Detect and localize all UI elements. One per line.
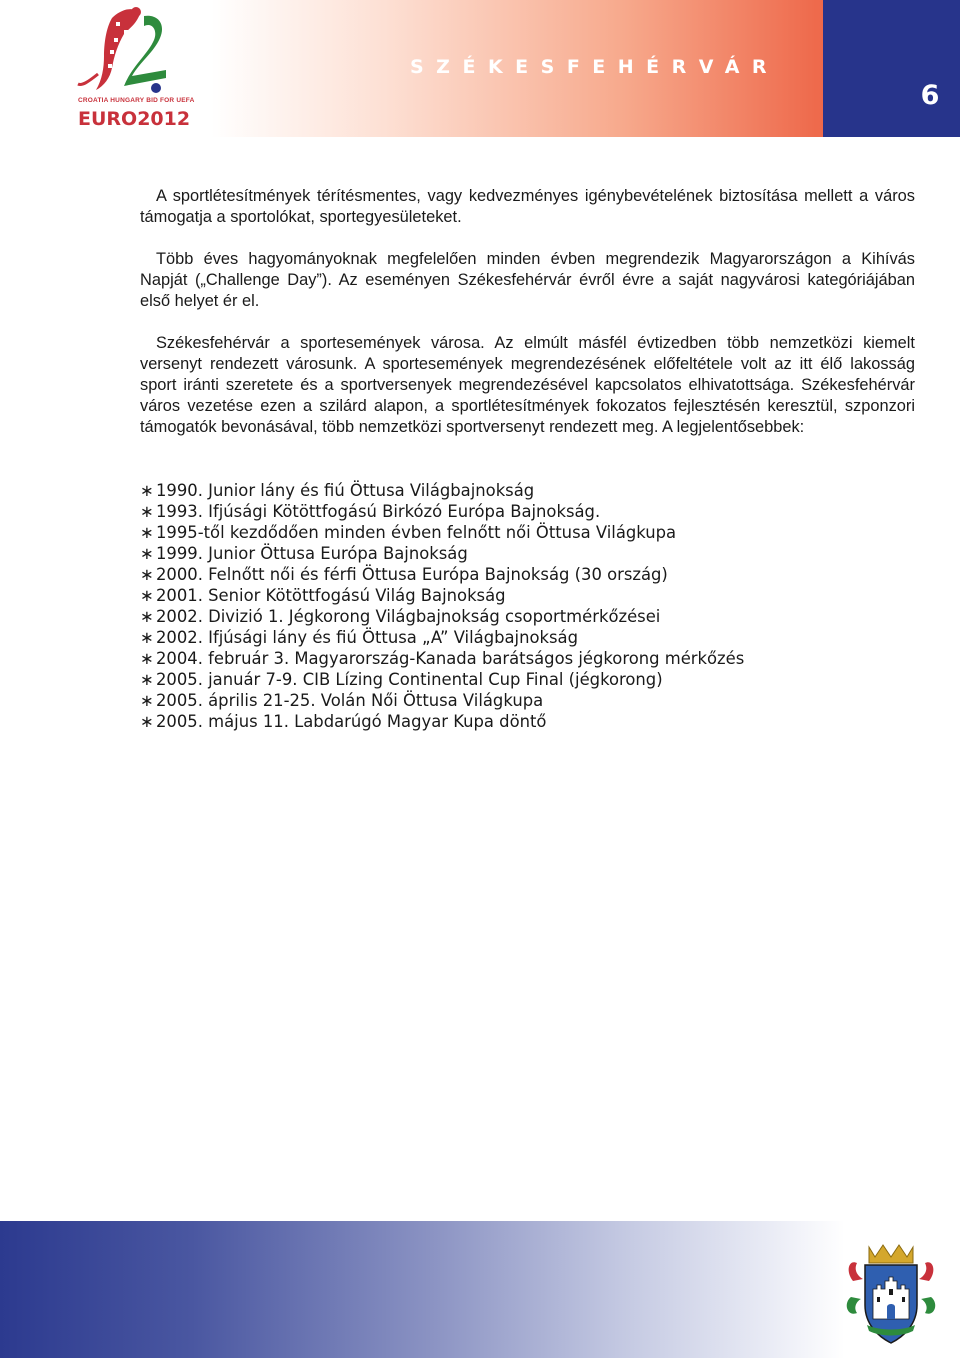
page-number: 6 xyxy=(920,80,940,111)
list-item xyxy=(140,606,744,627)
paragraph: Székesfehérvár a sportesemények városa. Az elmúlt másfél évtizedben több nemzetközi kiemelt versenyt rendezett városunk. A sportesemények megrendezésének előfeltétele volt az itt élő lakosság sport iránti szeretete és a sportversenyek megrendezésével kapcsolatos elhivatottsága. Székesfehérvár város vezetése ezen a szilárd alapon, a sportlétesítmények fokozatos fejlesztésén keresztül, szponzori támogatók bevonásával, több nemzetközi sportversenyt rendezett meg. A legjelentősebbek: xyxy=(140,334,915,436)
list-item xyxy=(140,669,744,690)
logo-caption: CROATIA HUNGARY BID FOR UEFA xyxy=(78,97,195,104)
event-text: 2004. február 3. Magyarország-Kanada barátságos jégkorong mérkőzés xyxy=(156,649,745,668)
event-list xyxy=(140,480,744,732)
bullet: ∗ xyxy=(140,628,154,647)
bullet: ∗ xyxy=(140,586,154,605)
event-text: 2000. Felnőtt női és férfi Öttusa Európa Bajnokság (30 ország) xyxy=(156,565,668,584)
logo-figure-icon xyxy=(78,7,166,93)
body-text xyxy=(140,186,915,459)
event-text: 2005. január 7-9. CIB Lízing Continental Cup Final (jégkorong) xyxy=(156,670,663,689)
event-text: 2002. Divizió 1. Jégkorong Világbajnokság csoportmérkőzései xyxy=(156,607,661,626)
bullet: ∗ xyxy=(140,712,154,731)
bullet: ∗ xyxy=(140,481,154,500)
list-item xyxy=(140,543,744,564)
list-item xyxy=(140,501,744,522)
bullet: ∗ xyxy=(140,649,154,668)
list-item xyxy=(140,564,744,585)
bullet: ∗ xyxy=(140,523,154,542)
event-text: 2005. május 11. Labdarúgó Magyar Kupa döntő xyxy=(156,712,547,731)
list-item xyxy=(140,585,744,606)
event-text: 1995-től kezdődően minden évben felnőtt női Öttusa Világkupa xyxy=(156,523,677,542)
bullet: ∗ xyxy=(140,691,154,710)
event-text: 2005. április 21-25. Volán Női Öttusa Világkupa xyxy=(156,691,544,710)
city-title: SZÉKESFEHÉRVÁR xyxy=(410,56,780,78)
bullet: ∗ xyxy=(140,502,154,521)
event-text: 1990. Junior lány és fiú Öttusa Világbajnokság xyxy=(156,481,535,500)
header-page-tab xyxy=(823,0,960,137)
event-text: 2002. Ifjúsági lány és fiú Öttusa „A” Világbajnokság xyxy=(156,628,579,647)
event-text: 2001. Senior Kötöttfogású Világ Bajnokság xyxy=(156,586,506,605)
list-item xyxy=(140,522,744,543)
list-item xyxy=(140,711,744,732)
paragraph: Több éves hagyományoknak megfelelően minden évben megrendezik Magyarországon a Kihívás Napját („Challenge Day”). Az eseményen Székesfehérvár évről évre a saját nagyvárosi kategóriájában első helyet ér el. xyxy=(140,250,915,310)
list-item xyxy=(140,627,744,648)
list-item xyxy=(140,648,744,669)
logo-wordmark: EURO2012 xyxy=(78,108,191,130)
footer-band xyxy=(0,1221,960,1358)
bullet: ∗ xyxy=(140,544,154,563)
bullet: ∗ xyxy=(140,607,154,626)
event-text: 1999. Junior Öttusa Európa Bajnokság xyxy=(156,544,468,563)
bullet: ∗ xyxy=(140,670,154,689)
event-text: 1993. Ifjúsági Kötöttfogású Birkózó Európa Bajnokság. xyxy=(156,502,601,521)
coat-of-arms-icon xyxy=(843,1241,939,1347)
paragraph: A sportlétesítmények térítésmentes, vagy kedvezményes igénybevételének biztosítása mellett a város támogatja a sportolókat, sportegyesületeket. xyxy=(140,187,915,226)
bullet: ∗ xyxy=(140,565,154,584)
list-item xyxy=(140,690,744,711)
list-item xyxy=(140,480,744,501)
